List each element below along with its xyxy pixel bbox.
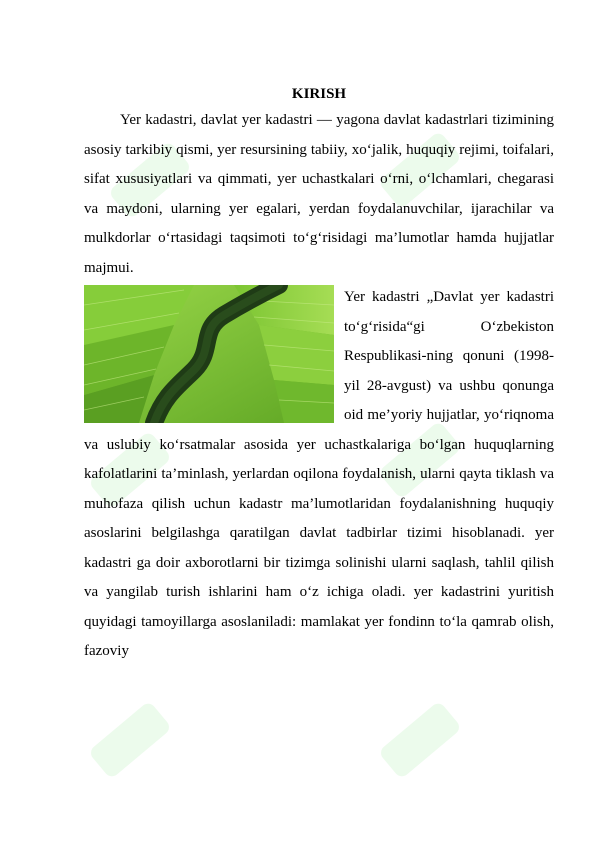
paragraph-definition: Yer kadastri, davlat yer kadastri — yagona davlat kadastrlari tizimining asosiy tarkibiy qismi, yer resursining tabiiy, xo‘jalik, huquqiy rejimi, toifalari, sifat xususiyatlari va qimmati, yer uchastkalari o‘rni, o‘lchamlari, chegarasi va maydoni, ularning yer egalari, yerdan foydalanuvchilar, ijarachilar va mulkdorlar o‘rtasidagi taqsimoti to‘g‘risidagi ma’lumotlar hamda hujjatlar majmui. [84,112,554,276]
watermark-mark [378,700,462,779]
watermark-mark [88,700,172,779]
paragraph-legal-basis: Yer kadastri „Davlat yer kadastri to‘g‘risida“gi O‘zbekiston Respublikasi-ning qonuni (1998-yil 28-avgust) va ushbu qonunga oid me’yoriy hujjatlar, yo‘riqnoma va uslubiy ko‘rsatmalar asosida yer uchastkalariga bo‘lgan huquqlarning kafolatlarini ta’minlash, yerlardan oqilona foydalanish, ularni qayta tiklash va muhofaza qilish uchun kadastr ma’lumotlaridan foydalanishning huquqiy asoslarini belgilashga qaratilgan davlat tadbirlar tizimi hisoblanadi. yer kadastri ga doir axborotlarni bir tizimga solinishi ularni saqlash, tahlil qilish va yangilab turish ishlarini ham o‘z ichiga oladi. yer kadastrini yuritish quyidagi tamoyillarga asoslaniladi: mamlakat yer fondinn to‘la qamrab olish, fazoviy [84,289,554,659]
document-title: KIRISH [291,86,347,102]
document-body [84,84,554,667]
aerial-field-photo [84,285,334,423]
